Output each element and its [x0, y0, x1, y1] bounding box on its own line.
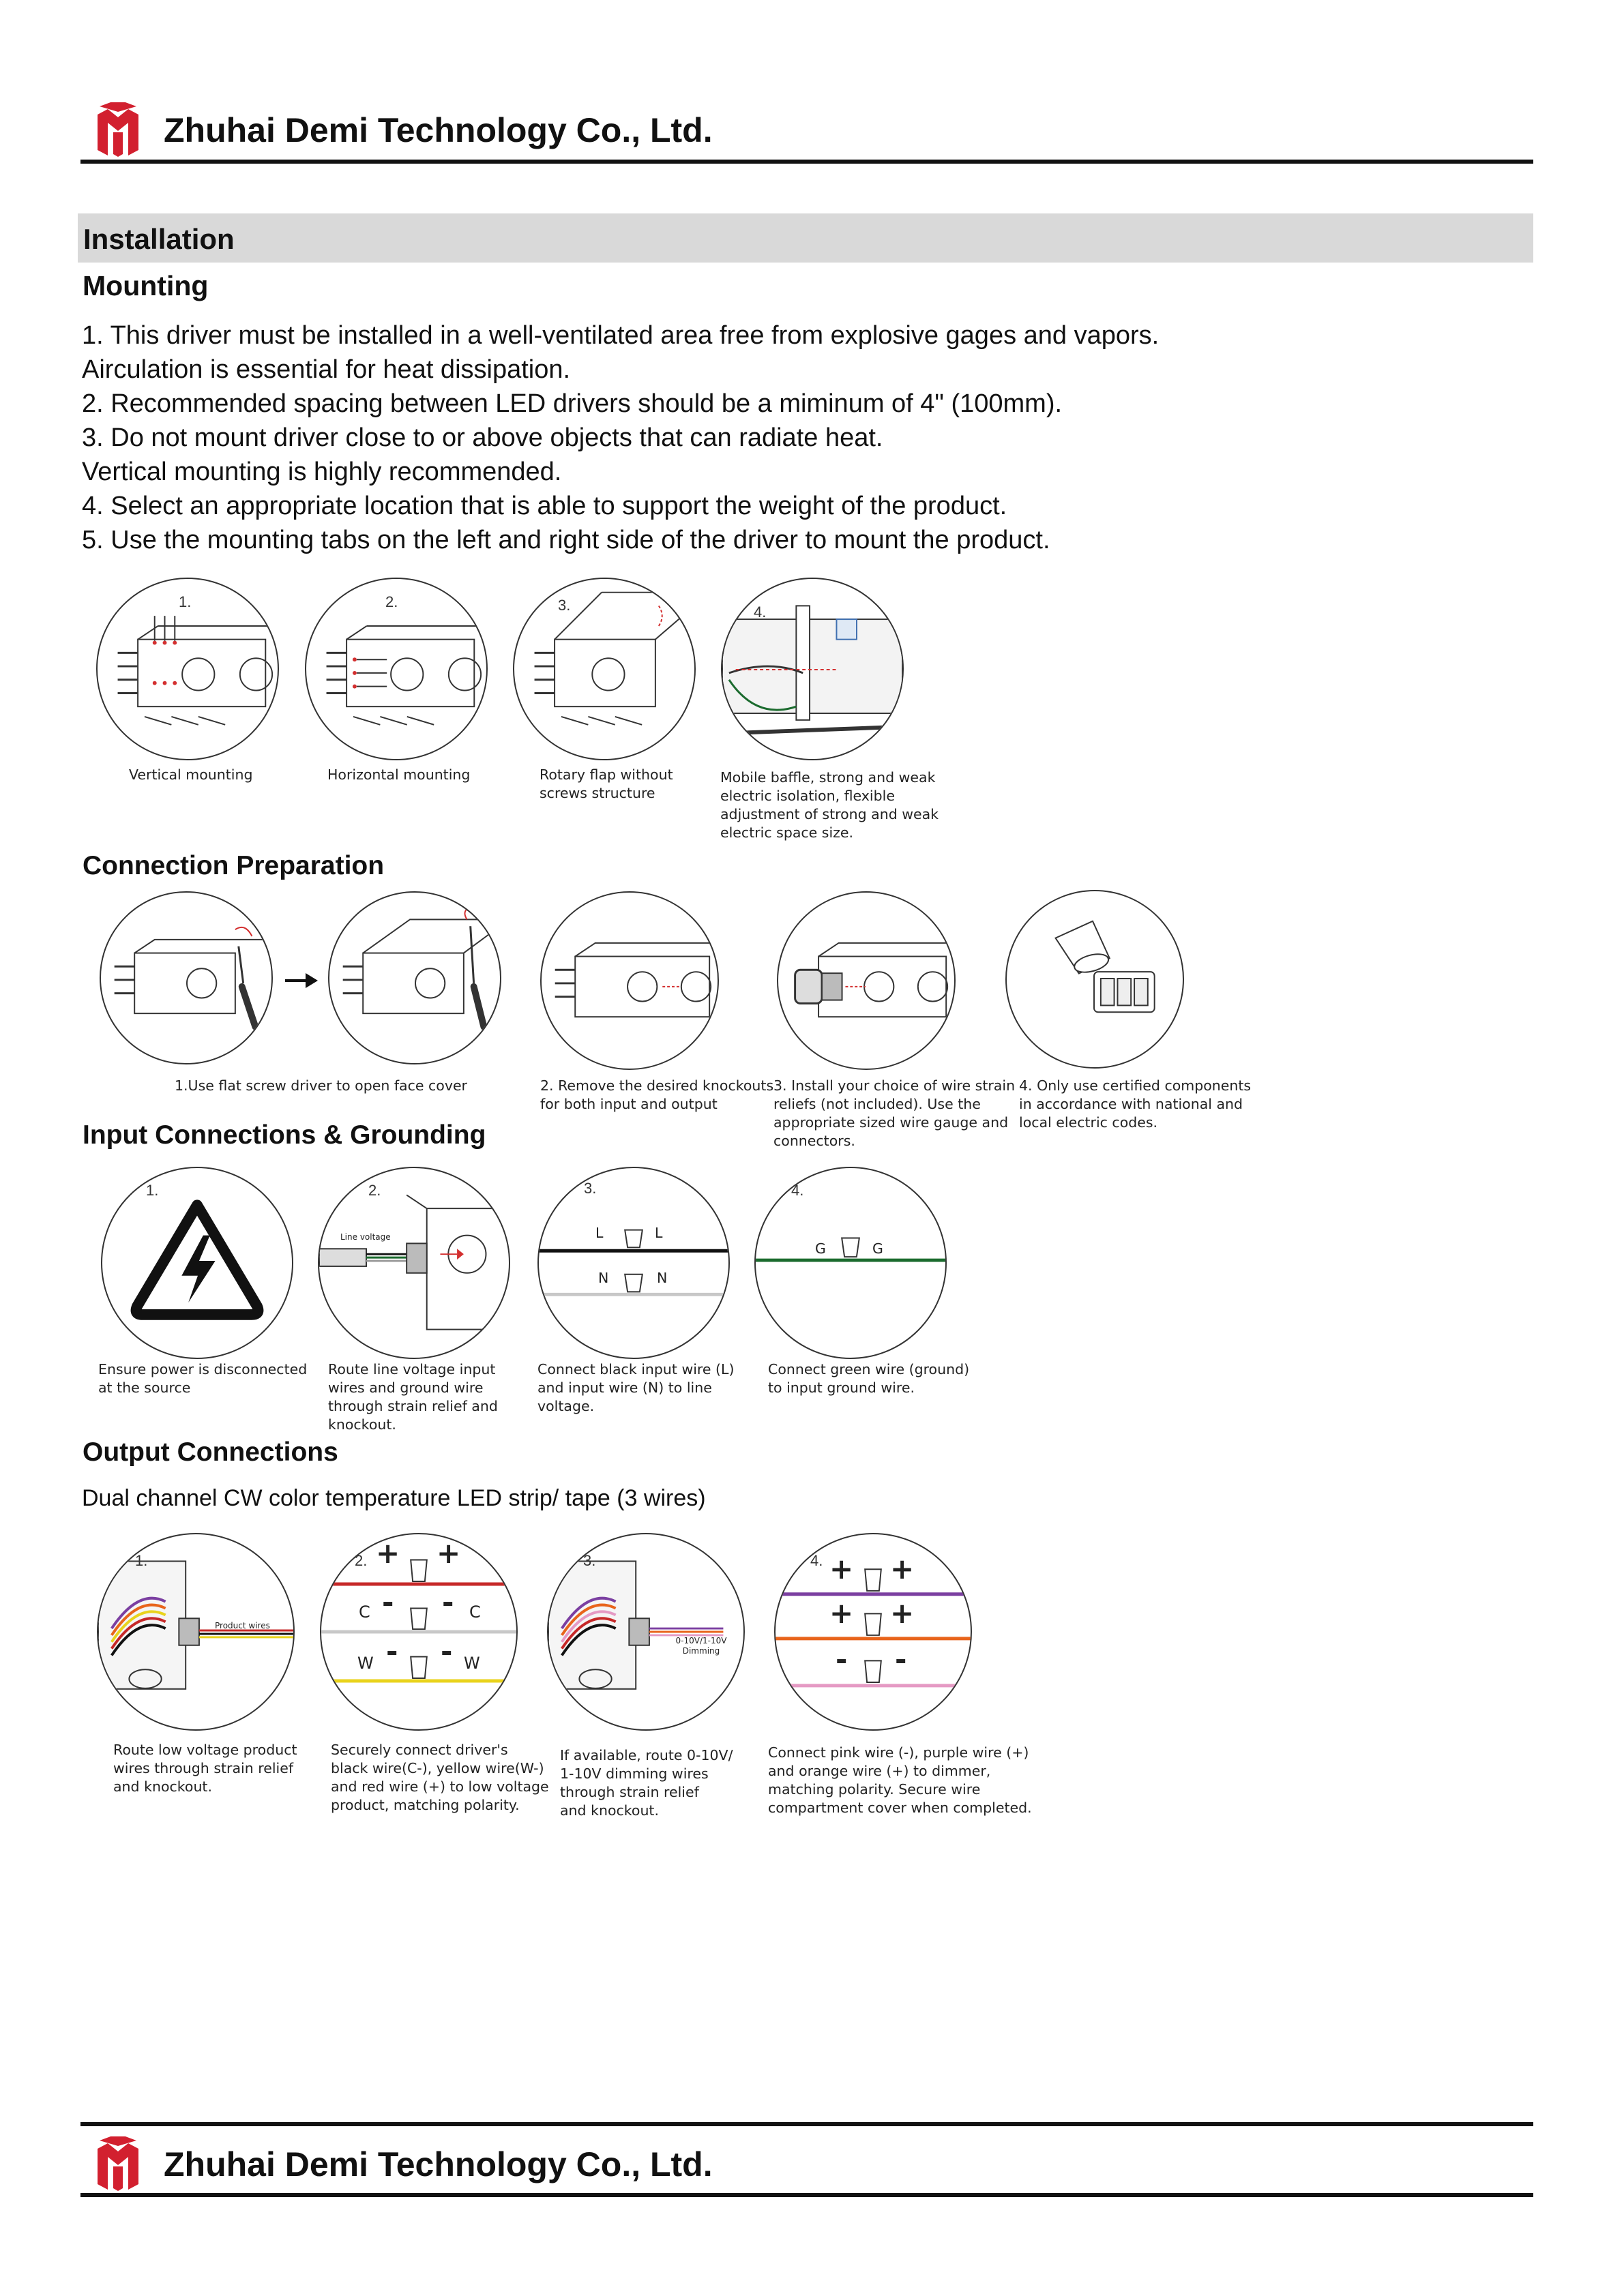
- polarity-figure: [320, 1533, 518, 1731]
- prep-caption: 2. Remove the desired knockouts: [540, 1077, 774, 1094]
- figure-caption: Rotary flap without: [540, 766, 673, 783]
- prep-caption: connectors.: [773, 1133, 855, 1149]
- polarity-label: +: [890, 1552, 915, 1585]
- figure-caption: electric space size.: [720, 824, 854, 841]
- polarity-label: -: [895, 1643, 907, 1676]
- polarity-label: C: [469, 1602, 481, 1622]
- prep-caption: 1.Use flat screw driver to open face cover: [175, 1077, 467, 1094]
- output-caption: and knockout.: [560, 1802, 659, 1819]
- figure-caption: adjustment of strong and weak: [720, 806, 939, 822]
- product-wires-label: Product wires: [215, 1621, 270, 1630]
- prep-caption: reliefs (not included). Use the: [773, 1096, 981, 1112]
- knockout-figure: [540, 891, 719, 1070]
- footer-rule-top: [80, 2122, 1533, 2126]
- prep-caption: appropriate sized wire gauge and: [773, 1114, 1009, 1131]
- output-caption: Connect pink wire (-), purple wire (+): [768, 1744, 1029, 1761]
- input-heading: Input Connections & Grounding: [83, 1120, 486, 1150]
- output-caption: black wire(C-), yellow wire(W-): [331, 1760, 544, 1776]
- polarity-label: C: [359, 1602, 370, 1622]
- input-caption: through strain relief and: [328, 1398, 498, 1414]
- figure-caption: Vertical mounting: [129, 766, 253, 783]
- arrow-right-icon: [285, 972, 319, 989]
- polarity-label: -: [442, 1585, 454, 1619]
- prep-caption: local electric codes.: [1019, 1114, 1158, 1131]
- polarity-label: -: [382, 1585, 394, 1619]
- polarity-label: +: [437, 1536, 461, 1570]
- polarity-label: W: [464, 1654, 480, 1673]
- wire-connector-figure: [1005, 890, 1184, 1069]
- wire-label: N: [657, 1270, 668, 1286]
- output-caption: matching polarity. Secure wire: [768, 1781, 981, 1798]
- input-caption: Route line voltage input: [328, 1361, 496, 1377]
- figure-number: 2.: [385, 593, 398, 610]
- power-warning-figure: [101, 1167, 293, 1359]
- figure-number: 3.: [558, 597, 571, 614]
- figure-caption: electric isolation, flexible: [720, 788, 895, 804]
- polarity-label: -: [836, 1643, 848, 1676]
- output-caption: Route low voltage product: [113, 1742, 297, 1758]
- page-footer: [80, 2130, 1533, 2198]
- rotary-flap-figure: [513, 578, 696, 760]
- figure-number: 4.: [754, 603, 767, 621]
- figure-number: 4.: [791, 1182, 804, 1199]
- output-heading: Output Connections: [83, 1437, 338, 1467]
- strain-relief-figure: [777, 891, 956, 1070]
- dimming-label: 0-10V/1-10V Dimming: [675, 1636, 727, 1656]
- output-caption: wires through strain relief: [113, 1760, 294, 1776]
- mounting-line-4: 3. Do not mount driver close to or above objects that can radiate heat.: [82, 423, 883, 452]
- output-caption: and red wire (+) to low voltage: [331, 1778, 549, 1795]
- mounting-line-7: 5. Use the mounting tabs on the left and right side of the driver to mount the product.: [82, 526, 1050, 554]
- wire-label: L: [655, 1225, 663, 1241]
- wire-label: G: [815, 1240, 826, 1257]
- line-voltage-figure: [318, 1167, 510, 1359]
- polarity-label: +: [829, 1552, 854, 1585]
- wire-label: N: [598, 1270, 609, 1286]
- figure-number: 2.: [355, 1552, 368, 1569]
- figure-number: 4.: [810, 1552, 823, 1569]
- mounting-line-2: Airculation is essential for heat dissipation.: [82, 355, 571, 384]
- figure-number: 2.: [368, 1182, 381, 1199]
- output-caption: through strain relief: [560, 1784, 699, 1800]
- footer-rule-bottom: [80, 2193, 1533, 2197]
- mounting-line-1: 1. This driver must be installed in a well-ventilated area free from explosive gages and vapors.: [82, 321, 1160, 350]
- dimmer-polarity-figure: [774, 1533, 972, 1731]
- mounting-heading: Mounting: [83, 270, 209, 301]
- section-title: Installation: [83, 223, 235, 255]
- header-rule: [80, 160, 1533, 164]
- mounting-line-6: 4. Select an appropriate location that is able to support the weight of the product.: [82, 492, 1007, 520]
- output-caption: If available, route 0-10V/: [560, 1747, 733, 1763]
- figure-number: 1.: [179, 593, 192, 610]
- figure-number: 3.: [583, 1552, 596, 1569]
- line-voltage-label: Line voltage: [340, 1232, 391, 1242]
- output-caption: Securely connect driver's: [331, 1742, 508, 1758]
- company-name: Zhuhai Demi Technology Co., Ltd.: [164, 2145, 713, 2183]
- figure-caption: Horizontal mounting: [327, 766, 471, 783]
- output-caption: product, matching polarity.: [331, 1797, 520, 1813]
- polarity-label: -: [441, 1635, 453, 1668]
- input-caption: Connect green wire (ground): [768, 1361, 970, 1377]
- polarity-label: +: [829, 1596, 854, 1630]
- page-header: [80, 95, 1533, 164]
- mounting-line-3: 2. Recommended spacing between LED drivers should be a miminum of 4" (100mm).: [82, 389, 1063, 418]
- output-subheading: Dual channel CW color temperature LED strip/ tape (3 wires): [82, 1485, 706, 1511]
- mounting-line-5: Vertical mounting is highly recommended.: [82, 458, 562, 486]
- output-caption: and knockout.: [113, 1778, 212, 1795]
- polarity-label: +: [376, 1536, 400, 1570]
- input-caption: voltage.: [537, 1398, 595, 1414]
- figure-number: 3.: [584, 1180, 597, 1197]
- polarity-label: +: [890, 1596, 915, 1630]
- open-cover-figure: [100, 891, 273, 1064]
- figure-number: 1.: [146, 1182, 159, 1199]
- input-caption: and input wire (N) to line: [537, 1380, 712, 1396]
- wire-label: G: [872, 1240, 883, 1257]
- prep-caption: in accordance with national and: [1019, 1096, 1243, 1112]
- input-caption: Connect black input wire (L): [537, 1361, 735, 1377]
- prep-caption: for both input and output: [540, 1096, 718, 1112]
- company-logo: [94, 102, 142, 157]
- prep-caption: 3. Install your choice of wire strain: [773, 1077, 1016, 1094]
- prep-caption: 4. Only use certified components: [1019, 1077, 1252, 1094]
- figure-caption: Mobile baffle, strong and weak: [720, 769, 936, 786]
- lightning-icon: [181, 1236, 215, 1303]
- figure-number: 1.: [135, 1552, 148, 1569]
- input-caption: at the source: [98, 1380, 191, 1396]
- output-caption: and orange wire (+) to dimmer,: [768, 1763, 991, 1779]
- section-bar: [78, 213, 1533, 263]
- output-caption: compartment cover when completed.: [768, 1800, 1032, 1816]
- polarity-label: W: [357, 1654, 374, 1673]
- polarity-label: -: [386, 1635, 398, 1668]
- input-caption: wires and ground wire: [328, 1380, 484, 1396]
- open-cover-figure-2: [328, 891, 501, 1064]
- prep-heading: Connection Preparation: [83, 851, 385, 880]
- mobile-baffle-figure: [721, 578, 904, 760]
- line-neutral-figure: [537, 1167, 730, 1359]
- dimming-wires-figure: [547, 1533, 745, 1731]
- output-caption: 1-10V dimming wires: [560, 1765, 709, 1782]
- input-caption: Ensure power is disconnected: [98, 1361, 308, 1377]
- company-logo: [94, 2136, 142, 2191]
- company-name: Zhuhai Demi Technology Co., Ltd.: [164, 111, 713, 149]
- figure-caption: screws structure: [540, 785, 655, 801]
- input-caption: knockout.: [328, 1416, 396, 1433]
- wire-label: L: [595, 1225, 604, 1241]
- input-caption: to input ground wire.: [768, 1380, 915, 1396]
- ground-figure: [754, 1167, 947, 1359]
